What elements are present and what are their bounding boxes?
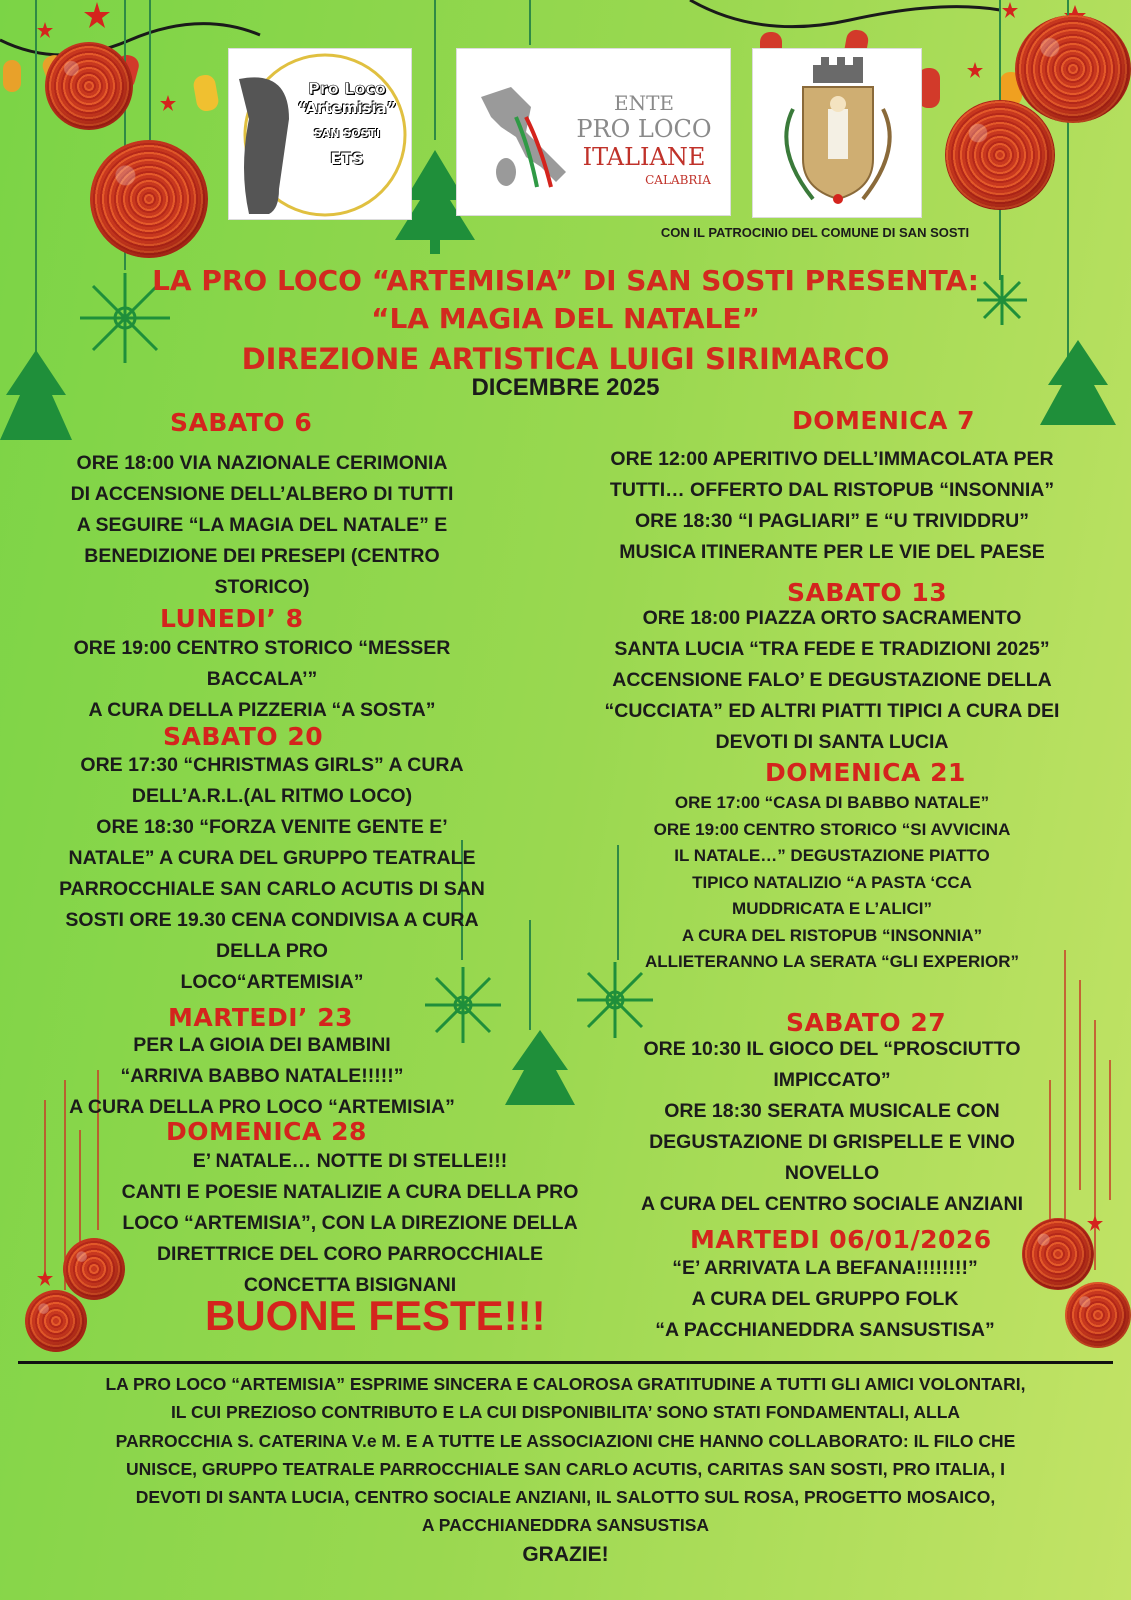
event-line: CONCETTA BISIGNANI [243, 1274, 457, 1296]
event-line: NOVELLO [784, 1162, 880, 1184]
logo-calabria: CALABRIA [645, 173, 711, 187]
event-details [562, 444, 1102, 568]
greeting: BUONE FESTE!!! [205, 1292, 546, 1339]
day-heading: SABATO 20 [163, 722, 324, 751]
event-line: “A PACCHIANEDDRA SANSUSTISA” [655, 1319, 995, 1341]
ornament-icon [90, 140, 208, 258]
logo-pro-loco: PRO LOCO [576, 115, 712, 143]
event-line: SOSTI ORE 19.30 CENA CONDIVISA A CURA [65, 909, 479, 931]
logo-italiane: ITALIANE [582, 143, 706, 171]
day-heading: MARTEDI’ 23 [168, 1003, 354, 1032]
event-details [562, 1034, 1102, 1220]
event-line: DEGUSTAZIONE DI GRISPELLE E VINO [649, 1131, 1015, 1153]
event-line: PARROCCHIALE SAN CARLO ACUTIS DI SAN [59, 878, 485, 900]
event-line: ORE 18:30 SERATA MUSICALE CON [664, 1100, 1000, 1122]
event-line: ALLIETERANNO LA SERATA “GLI EXPERIOR” [644, 952, 1019, 971]
event-line: ORE 19:00 CENTRO STORICO “SI AVVICINA [653, 819, 1011, 839]
event-line: A CURA DEL GRUPPO FOLK [691, 1288, 959, 1310]
event-line: BENEDIZIONE DEI PRESEPI (CENTRO [84, 545, 440, 567]
event-line: A CURA DELLA PIZZERIA “A SOSTA” [88, 699, 436, 721]
italy-map-icon [471, 77, 581, 197]
event-line: CANTI E POESIE NATALIZIE A CURA DELLA PRO [121, 1181, 579, 1203]
footer-divider [18, 1361, 1113, 1364]
footer-thanks: GRAZIE! [522, 1543, 609, 1566]
patronage-note: CON IL PATROCINIO DEL COMUNE DI SAN SOSTI [660, 225, 970, 240]
day-heading: DOMENICA 7 [792, 406, 975, 435]
event-line: TIPICO NATALIZIO “A PASTA ‘CCA [692, 872, 972, 892]
day-heading: DOMENICA 21 [765, 758, 966, 787]
event-line: ORE 18:00 VIA NAZIONALE CERIMONIA [76, 452, 448, 474]
event-line: ORE 19:00 CENTRO STORICO “MESSER [73, 637, 451, 659]
header-event-name: “LA MAGIA DEL NATALE” [371, 302, 760, 335]
header-month: DICEMBRE 2025 [471, 374, 660, 401]
event-line: A CURA DELLA PRO LOCO “ARTEMISIA” [69, 1096, 455, 1118]
event-line: MUDDRICATA E L’ALICI” [732, 899, 932, 918]
event-line: NATALE” A CURA DEL GRUPPO TEATRALE [68, 847, 476, 869]
event-line: E’ NATALE… NOTTE DI STELLE!!! [192, 1150, 508, 1172]
event-line: STORICO) [214, 576, 310, 598]
event-line: DELLA PRO [216, 940, 328, 962]
day-heading: SABATO 27 [786, 1008, 947, 1037]
event-line: DIRETTRICE DEL CORO PARROCCHIALE [156, 1243, 544, 1265]
ente-pro-loco-logo [456, 48, 731, 216]
logo-title: Pro Loco [308, 79, 386, 98]
logo-ets: ETS [330, 149, 364, 168]
event-line: ORE 18:00 PIAZZA ORTO SACRAMENTO [642, 607, 1022, 629]
comune-coat-of-arms [752, 48, 922, 218]
event-line: DELL’A.R.L.(AL RITMO LOCO) [131, 785, 413, 807]
header-direction: DIREZIONE ARTISTICA LUIGI SIRIMARCO [241, 342, 890, 376]
pro-loco-logo [228, 48, 412, 220]
ornament-icon [45, 42, 133, 130]
event-line: ORE 12:00 APERITIVO DELL’IMMACOLATA PER [610, 448, 1054, 470]
event-details [22, 750, 522, 998]
event-line: “E’ ARRIVATA LA BEFANA!!!!!!!!” [672, 1257, 978, 1279]
event-details [555, 1253, 1095, 1346]
event-details [12, 448, 512, 603]
event-line: A CURA DEL RISTOPUB “INSONNIA” [681, 925, 983, 945]
event-line: ACCENSIONE FALO’ E DEGUSTAZIONE DELLA [612, 669, 1052, 691]
event-line: PER LA GIOIA DEI BAMBINI [133, 1034, 391, 1056]
event-line: TUTTI… OFFERTO DAL RISTOPUB “INSONNIA” [609, 479, 1055, 501]
event-line: LOCO“ARTEMISIA” [180, 971, 364, 993]
event-line: ORE 18:30 “FORZA VENITE GENTE E’ [96, 816, 448, 838]
day-heading: MARTEDI 06/01/2026 [690, 1225, 992, 1254]
event-line: LOCO “ARTEMISIA”, CON LA DIREZIONE DELLA [122, 1212, 578, 1234]
event-details [562, 603, 1102, 758]
event-line: SANTA LUCIA “TRA FEDE E TRADIZIONI 2025” [614, 638, 1050, 660]
event-line: “CUCCIATA” ED ALTRI PIATTI TIPICI A CURA DEI [604, 700, 1060, 722]
footer-line: A PACCHIANEDDRA SANSUSTISA [421, 1515, 710, 1536]
event-line: A SEGUIRE “LA MAGIA DEL NATALE” E [76, 514, 448, 536]
header-title: LA PRO LOCO “ARTEMISIA” DI SAN SOSTI PRESENTA: [152, 264, 979, 297]
event-details [12, 1030, 512, 1123]
ornament-icon [1015, 15, 1131, 123]
footer-line: PARROCCHIA S. CATERINA V.e M. E A TUTTE LE ASSOCIAZIONI CHE HANNO COLLABORATO: IL FILO CHE [115, 1430, 1016, 1451]
event-line: BACCALA’” [206, 668, 318, 690]
day-heading: SABATO 13 [787, 578, 948, 607]
event-details [12, 633, 512, 726]
footer-line: LA PRO LOCO “ARTEMISIA” ESPRIME SINCERA E CALOROSA GRATITUDINE A TUTTI GLI AMICI VOLONTARI, [105, 1374, 1026, 1394]
event-line: MUSICA ITINERANTE PER LE VIE DEL PAESE [619, 541, 1045, 563]
event-line: A CURA DEL CENTRO SOCIALE ANZIANI [640, 1193, 1024, 1215]
event-line: ORE 17:00 “CASA DI BABBO NATALE” [674, 793, 990, 812]
day-heading: LUNEDI’ 8 [160, 604, 304, 633]
footer-acknowledgements [0, 1370, 1131, 1540]
event-line: ORE 17:30 “CHRISTMAS GIRLS” A CURA [80, 754, 464, 776]
footer-line: DEVOTI DI SANTA LUCIA, CENTRO SOCIALE ANZIANI, IL SALOTTO SUL ROSA, PROGETTO MOSAICO, [135, 1487, 996, 1508]
footer-line: IL CUI PREZIOSO CONTRIBUTO E LA CUI DISPONIBILITA’ SONO STATI FONDAMENTALI, ALLA [170, 1402, 961, 1423]
event-line: ORE 18:30 “I PAGLIARI” E “U TRIVIDDRU” [634, 510, 1030, 532]
logo-subtitle: “Artemisia” [297, 99, 397, 117]
ornament-icon [945, 100, 1055, 210]
coat-of-arms-icon [753, 49, 923, 219]
event-details [562, 790, 1102, 976]
event-line: “ARRIVA BABBO NATALE!!!!!” [120, 1065, 404, 1087]
logo-ente: ENTE [613, 91, 675, 115]
day-heading: SABATO 6 [170, 408, 313, 437]
logo-town: SAN SOSTI [313, 127, 381, 140]
event-line: DI ACCENSIONE DELL’ALBERO DI TUTTI [70, 483, 454, 505]
event-line: ORE 10:30 IL GIOCO DEL “PROSCIUTTO [643, 1038, 1021, 1060]
event-line: IMPICCATO” [773, 1069, 891, 1091]
event-line: IL NATALE…” DEGUSTAZIONE PIATTO [674, 846, 990, 865]
footer-line: UNISCE, GRUPPO TEATRALE PARROCCHIALE SAN CARLO ACUTIS, CARITAS SAN SOSTI, PRO ITALIA, I [126, 1458, 1005, 1479]
day-heading: DOMENICA 28 [166, 1117, 367, 1146]
event-line: DEVOTI DI SANTA LUCIA [715, 731, 949, 753]
